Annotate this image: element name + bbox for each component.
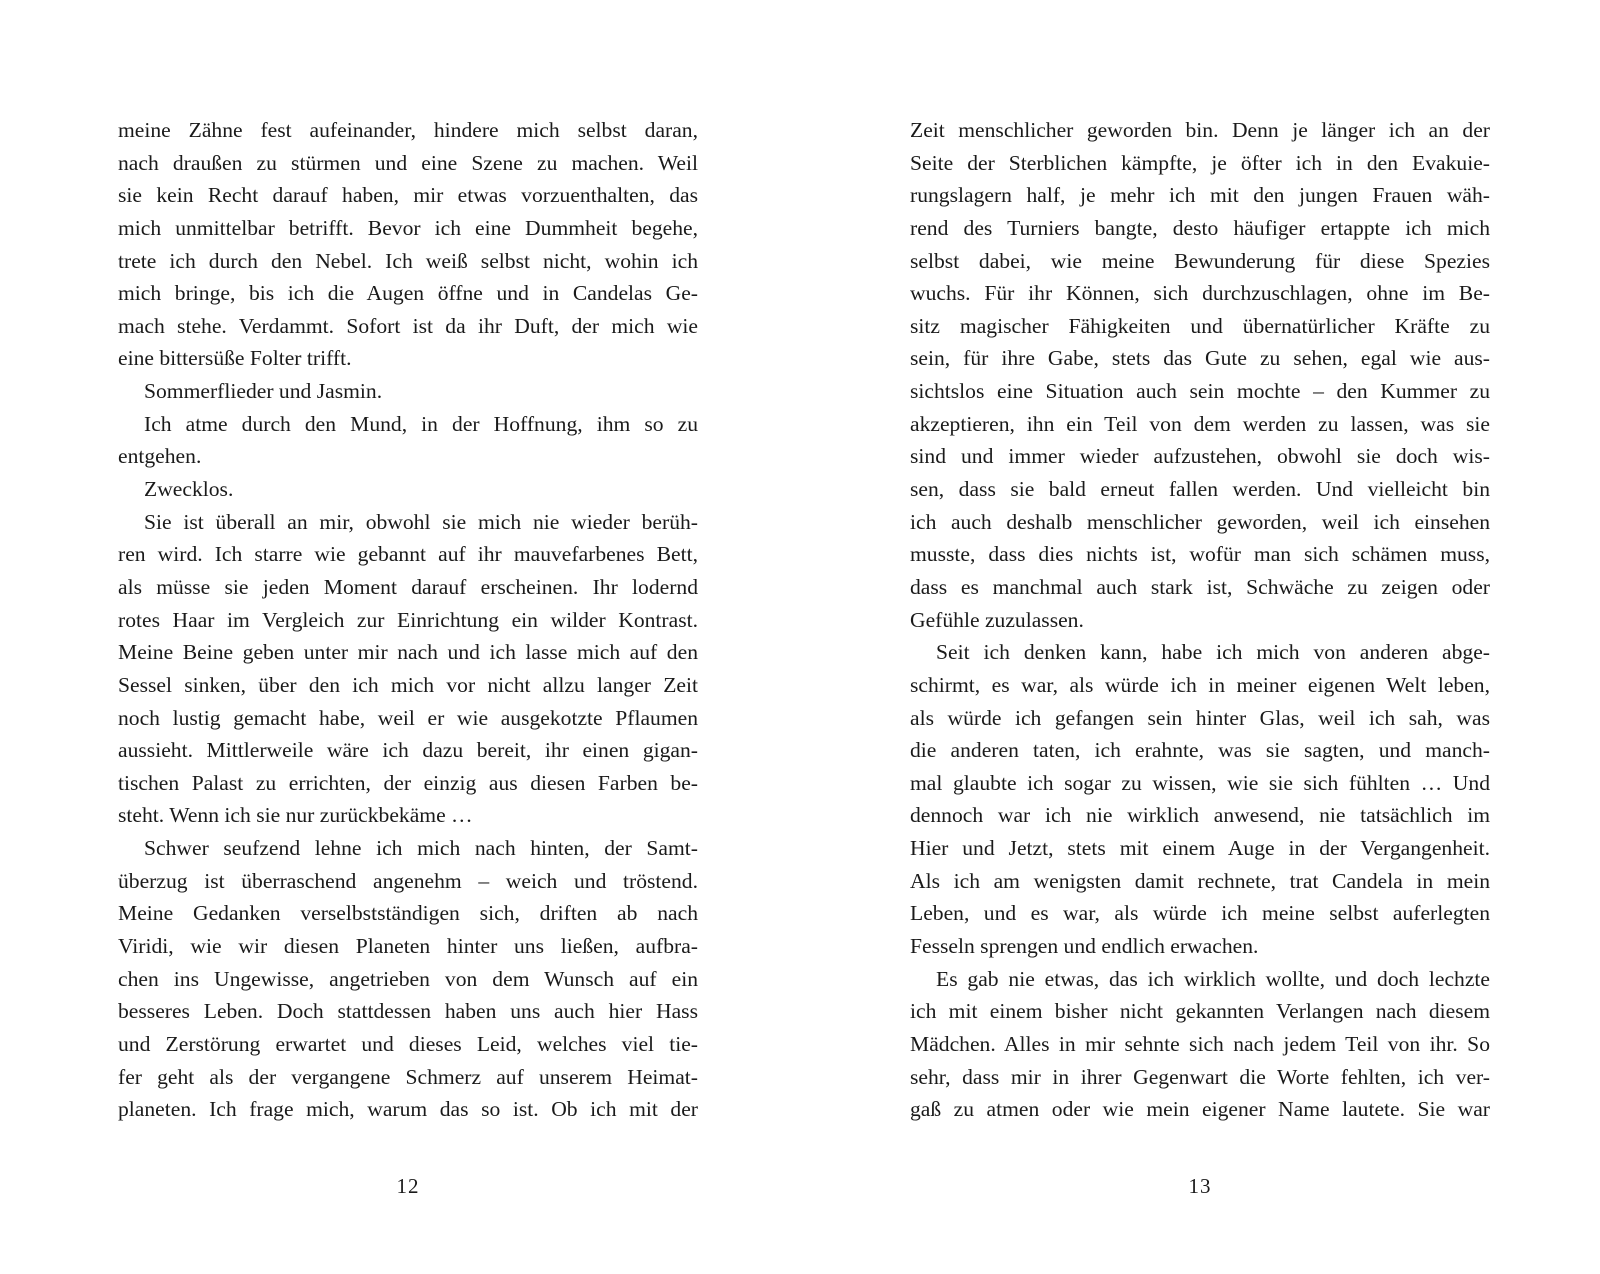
left-page-number: 12 (396, 1174, 420, 1198)
text-line: mal glaubte ich sogar zu wissen, wie sie sich fühlten … Und (910, 770, 1490, 795)
text-line: Meine Gedanken verselbstständigen sich, driften ab nach (118, 901, 698, 926)
text-line: Zwecklos. (144, 477, 234, 502)
text-line: Seite der Sterblichen kämpfte, je öfter ich in den Evakuie- (910, 150, 1490, 175)
text-line: mich bringe, bis ich die Augen öffne und in Candelas Ge- (118, 281, 698, 306)
text-line: Leben, und es war, als würde ich meine selbst auferlegten (910, 901, 1490, 926)
text-line: sind und immer wieder aufzustehen, obwohl sie doch wis- (910, 444, 1490, 469)
text-line: meine Zähne fest aufeinander, hindere mich selbst daran, (118, 118, 698, 142)
text-line: als müsse sie jeden Moment darauf erscheinen. Ihr lodernd (118, 574, 698, 599)
right-page-number: 13 (1188, 1174, 1212, 1198)
text-line: Sommerflieder und Jasmin. (144, 379, 383, 404)
text-line: selbst dabei, wie meine Bewunderung für diese Spezies (910, 248, 1490, 273)
text-line: musste, dass dies nichts ist, wofür man sich schämen muss, (910, 542, 1490, 567)
text-line: chen ins Ungewisse, angetrieben von dem Wunsch auf ein (118, 966, 698, 991)
text-line: ich mit einem bisher nicht gekannten Verlangen nach diesem (910, 999, 1490, 1024)
text-line: die anderen taten, ich erahnte, was sie sagten, und manch- (910, 738, 1490, 763)
text-line: tischen Palast zu errichten, der einzig aus diesen Farben be- (118, 770, 698, 795)
text-line: Fesseln sprengen und endlich erwachen. (910, 934, 1259, 959)
text-line: sitz magischer Fähigkeiten und übernatürlicher Kräfte zu (910, 313, 1490, 338)
text-line: mich unmittelbar betrifft. Bevor ich eine Dummheit begehe, (118, 215, 698, 240)
text-line: fer geht als der vergangene Schmerz auf unserem Heimat- (118, 1064, 698, 1089)
text-line: trete ich durch den Nebel. Ich weiß selbst nicht, wohin ich (118, 248, 698, 273)
text-line: aussieht. Mittlerweile wäre ich dazu bereit, ihr einen gigan- (118, 738, 698, 763)
text-line: entgehen. (118, 444, 202, 469)
text-line: wuchs. Für ihr Können, sich durchzuschlagen, ohne im Be- (910, 281, 1490, 306)
text-line: Mädchen. Alles in mir sehnte sich nach jedem Teil von ihr. So (910, 1031, 1490, 1056)
text-line: planeten. Ich frage mich, warum das so ist. Ob ich mit der (118, 1097, 698, 1122)
text-line: schirmt, es war, als würde ich in meiner eigenen Welt leben, (910, 672, 1490, 697)
text-line: Gefühle zuzulassen. (910, 607, 1084, 632)
text-line: ren wird. Ich starre wie gebannt auf ihr mauvefarbenes Bett, (118, 542, 698, 567)
text-line: Meine Beine geben unter mir nach und ich lasse mich auf den (118, 640, 698, 665)
text-line: Viridi, wie wir diesen Planeten hinter uns ließen, aufbra- (118, 934, 698, 959)
text-line: mach stehe. Verdammt. Sofort ist da ihr Duft, der mich wie (118, 313, 698, 338)
text-line: Sessel sinken, über den ich mich vor nicht allzu langer Zeit (118, 672, 698, 697)
text-line: ich auch deshalb menschlicher geworden, weil ich einsehen (910, 509, 1490, 534)
text-line: rend des Turniers bangte, desto häufiger ertappte ich mich (910, 215, 1490, 240)
text-line: rungslagern half, je mehr ich mit den jungen Frauen wäh- (910, 183, 1490, 208)
text-line: sehr, dass mir in ihrer Gegenwart die Worte fehlten, ich ver- (910, 1064, 1490, 1089)
text-line: und Zerstörung erwartet und dieses Leid, welches viel tie- (118, 1031, 698, 1056)
text-line: sie kein Recht darauf haben, mir etwas vorzuenthalten, das (118, 183, 698, 208)
text-line: steht. Wenn ich sie nur zurückbekäme … (118, 803, 473, 828)
text-line: akzeptieren, ihn ein Teil von dem werden zu lassen, was sie (910, 411, 1490, 436)
text-line: eine bittersüße Folter trifft. (118, 346, 352, 371)
text-line: Zeit menschlicher geworden bin. Denn je länger ich an der (910, 118, 1490, 142)
text-line: Sie ist überall an mir, obwohl sie mich nie wieder berüh- (144, 509, 698, 534)
text-line: dass es manchmal auch stark ist, Schwäche zu zeigen oder (910, 574, 1490, 599)
left-page-text (118, 114, 698, 1122)
text-line: sein, für ihre Gabe, stets das Gute zu sehen, egal wie aus- (910, 346, 1490, 371)
text-line: Als ich am wenigsten damit rechnete, trat Candela in mein (910, 868, 1490, 893)
text-line: als würde ich gefangen sein hinter Glas, weil ich sah, was (910, 705, 1490, 730)
text-line: Hier und Jetzt, stets mit einem Auge in der Vergangenheit. (910, 836, 1490, 861)
text-line: Ich atme durch den Mund, in der Hoffnung, ihm so zu (144, 411, 698, 436)
text-line: Seit ich denken kann, habe ich mich von anderen abge- (936, 640, 1490, 665)
text-line: Schwer seufzend lehne ich mich nach hinten, der Samt- (144, 836, 698, 861)
text-line: Es gab nie etwas, das ich wirklich wollte, und doch lechzte (936, 966, 1490, 991)
text-line: überzug ist überraschend angenehm – weich und tröstend. (118, 868, 698, 893)
text-line: noch lustig gemacht habe, weil er wie ausgekotzte Pflaumen (118, 705, 698, 730)
text-line: sichtslos eine Situation auch sein mochte – den Kummer zu (910, 379, 1490, 404)
text-line: nach draußen zu stürmen und eine Szene zu machen. Weil (118, 150, 698, 175)
text-line: besseres Leben. Doch stattdessen haben uns auch hier Hass (118, 999, 698, 1024)
text-line: dennoch war ich nie wirklich anwesend, nie tatsächlich im (910, 803, 1490, 828)
text-line: rotes Haar im Vergleich zur Einrichtung ein wilder Kontrast. (118, 607, 698, 632)
text-line: sen, dass sie bald erneut fallen werden. Und vielleicht bin (910, 477, 1490, 502)
right-page-text (910, 114, 1490, 1122)
text-line: gaß zu atmen oder wie mein eigener Name lautete. Sie war (910, 1097, 1490, 1122)
